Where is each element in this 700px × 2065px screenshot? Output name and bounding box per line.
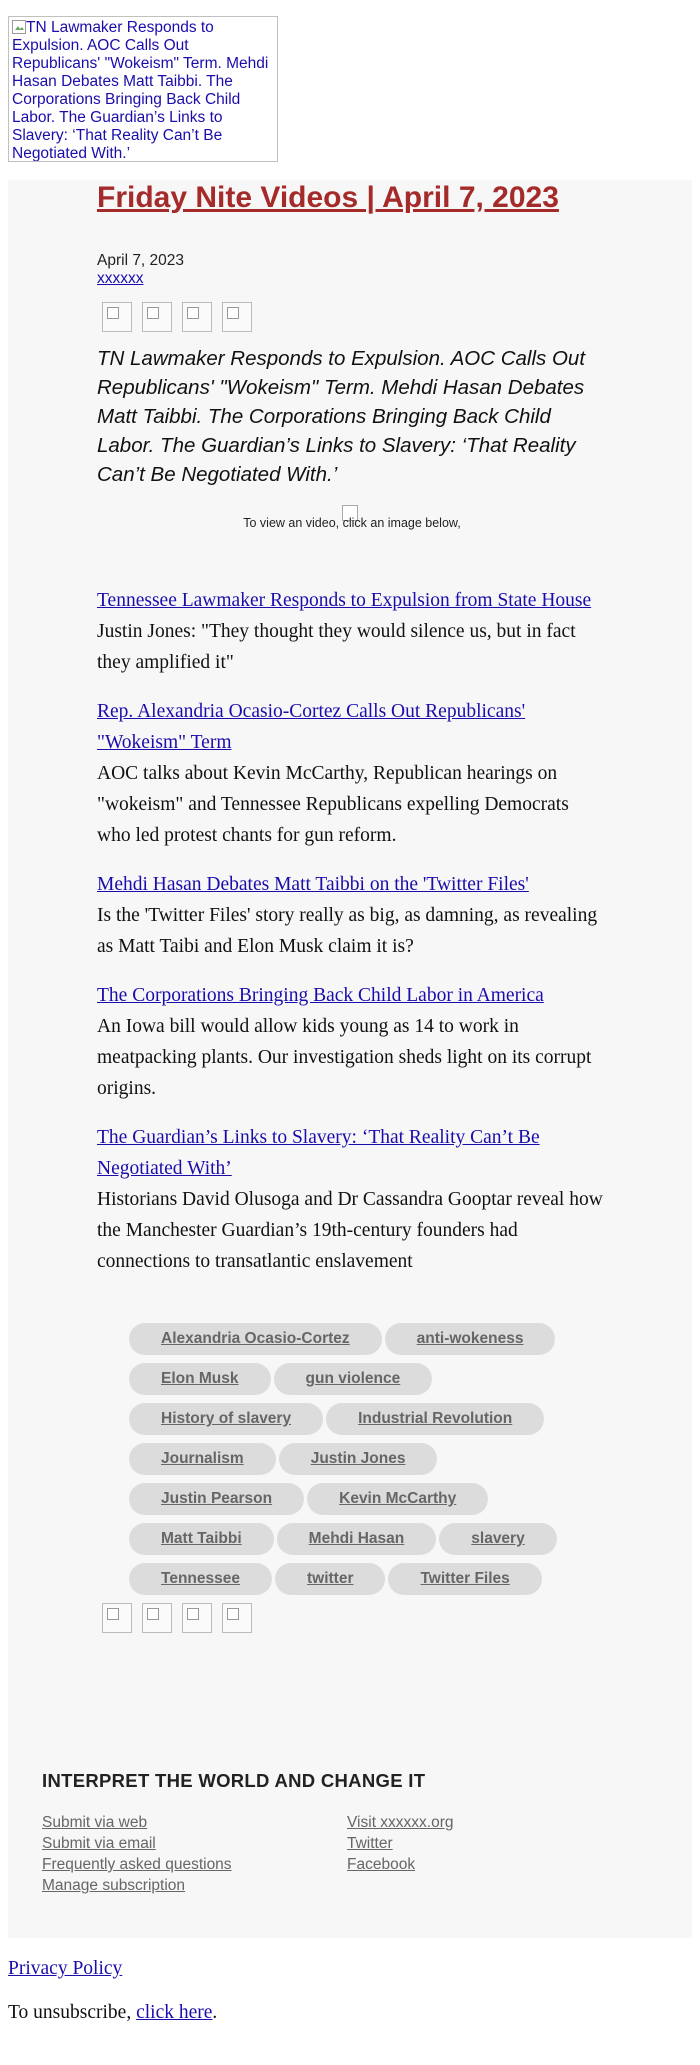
- tag-twitter-files[interactable]: Twitter Files: [388, 1563, 541, 1595]
- header-image-broken: [8, 16, 278, 162]
- article-link[interactable]: Tennessee Lawmaker Responds to Expulsion from State House: [97, 590, 592, 611]
- share-facebook-icon[interactable]: [102, 302, 132, 332]
- share-icons-bottom: [97, 1603, 607, 1633]
- visit-site-link[interactable]: Visit xxxxxx.org: [347, 1814, 454, 1831]
- tag-mehdi-hasan[interactable]: Mehdi Hasan: [277, 1523, 437, 1555]
- share-facebook-icon[interactable]: [102, 1603, 132, 1633]
- submit-email-link[interactable]: Submit via email: [42, 1835, 156, 1852]
- manage-subscription-link[interactable]: Manage subscription: [42, 1877, 186, 1894]
- tag-gun-violence[interactable]: gun violence: [274, 1363, 433, 1395]
- tag-alexandria-ocasio-cortez[interactable]: Alexandria Ocasio-Cortez: [129, 1323, 382, 1355]
- share-icons-top: [97, 302, 607, 332]
- tag-journalism[interactable]: Journalism: [129, 1443, 276, 1475]
- article-description: AOC talks about Kevin McCarthy, Republican hearings on "wokeism" and Tennessee Republicans expelling Democrats who led protest chants for gun reform.: [97, 763, 569, 846]
- article-link[interactable]: The Guardian’s Links to Slavery: ‘That Reality Can’t Be Negotiated With’: [97, 1127, 540, 1179]
- tag-anti-wokeness[interactable]: anti-wokeness: [385, 1323, 556, 1355]
- tag-matt-taibbi[interactable]: Matt Taibbi: [129, 1523, 274, 1555]
- tag-industrial-revolution[interactable]: Industrial Revolution: [326, 1403, 544, 1435]
- article-list: [97, 585, 607, 1277]
- footer-left-links: [42, 1812, 347, 1896]
- article-link[interactable]: Rep. Alexandria Ocasio-Cortez Calls Out Republicans' "Wokeism" Term: [97, 701, 526, 753]
- article-item: [97, 869, 607, 962]
- header-image-alt-text: TN Lawmaker Responds to Expulsion. AOC Calls Out Republicans' "Wokeism" Term. Mehdi Hasan Debates Matt Taibbi. The Corporations Bringing Back Child Labor. The Guardian’s Links to Slavery: ‘That Reality Can’t Be Negotiated With.’: [12, 19, 269, 162]
- tag-kevin-mccarthy[interactable]: Kevin McCarthy: [307, 1483, 488, 1515]
- tag-history-of-slavery[interactable]: History of slavery: [129, 1403, 323, 1435]
- unsubscribe-text: To unsubscribe,: [8, 2002, 132, 2023]
- article-description: Historians David Olusoga and Dr Cassandra Gooptar reveal how the Manchester Guardian’s 19th-century founders had connections to transatlantic enslavement: [97, 1189, 603, 1272]
- article-item: [97, 585, 607, 678]
- newsletter-body: [8, 180, 692, 1938]
- footer-right-links: [347, 1812, 652, 1896]
- article-item: [97, 980, 607, 1104]
- unsubscribe-row: [8, 2002, 700, 2024]
- newsletter-title-link[interactable]: Friday Nite Videos | April 7, 2023: [97, 181, 559, 214]
- share-twitter-icon[interactable]: [142, 302, 172, 332]
- share-email-icon[interactable]: [182, 302, 212, 332]
- submit-web-link[interactable]: Submit via web: [42, 1814, 148, 1831]
- tag-tennessee[interactable]: Tennessee: [129, 1563, 272, 1595]
- article-link[interactable]: The Corporations Bringing Back Child Labor in America: [97, 985, 544, 1006]
- publish-date: April 7, 2023: [97, 252, 185, 269]
- tag-slavery[interactable]: slavery: [439, 1523, 556, 1555]
- tag-elon-musk[interactable]: Elon Musk: [129, 1363, 271, 1395]
- article-description: Justin Jones: "They thought they would silence us, but in fact they amplified it": [97, 621, 576, 673]
- tag-justin-jones[interactable]: Justin Jones: [279, 1443, 438, 1475]
- tag-list: [97, 1323, 599, 1603]
- issue-summary: TN Lawmaker Responds to Expulsion. AOC Calls Out Republicans' "Wokeism" Term. Mehdi Hasan Debates Matt Taibbi. The Corporations Bringing Back Child Labor. The Guardian’s Links to Slavery: ‘That Reality Can’t Be Negotiated With.’: [97, 347, 586, 486]
- tag-justin-pearson[interactable]: Justin Pearson: [129, 1483, 304, 1515]
- facebook-link[interactable]: Facebook: [347, 1856, 416, 1873]
- faq-link[interactable]: Frequently asked questions: [42, 1856, 232, 1873]
- share-link-icon[interactable]: [222, 1603, 252, 1633]
- broken-image-icon: [12, 20, 26, 34]
- article-description: Is the 'Twitter Files' story really as big, as damning, as revealing as Matt Taibi and Elon Musk claim it is?: [97, 905, 598, 957]
- article-item: [97, 1122, 607, 1277]
- article-link[interactable]: Mehdi Hasan Debates Matt Taibbi on the 'Twitter Files': [97, 874, 529, 895]
- unsubscribe-period: .: [212, 2002, 218, 2023]
- view-prompt-text: To view an video, click an image below,: [243, 516, 461, 530]
- privacy-policy-link[interactable]: Privacy Policy: [8, 1958, 123, 1979]
- footer-title: INTERPRET THE WORLD AND CHANGE IT: [42, 1770, 426, 1791]
- author-link[interactable]: xxxxxx: [97, 270, 144, 287]
- share-email-icon[interactable]: [182, 1603, 212, 1633]
- article-item: [97, 696, 607, 851]
- share-link-icon[interactable]: [222, 302, 252, 332]
- view-prompt: [97, 503, 607, 533]
- tag-twitter[interactable]: twitter: [275, 1563, 386, 1595]
- unsubscribe-link[interactable]: click here: [136, 2002, 213, 2023]
- newsletter-footer: [42, 1770, 662, 1896]
- twitter-link[interactable]: Twitter: [347, 1835, 393, 1852]
- article-description: An Iowa bill would allow kids young as 14 to work in meatpacking plants. Our investigation sheds light on its corrupt origins.: [97, 1016, 592, 1099]
- privacy-row: [8, 1958, 700, 1980]
- share-twitter-icon[interactable]: [142, 1603, 172, 1633]
